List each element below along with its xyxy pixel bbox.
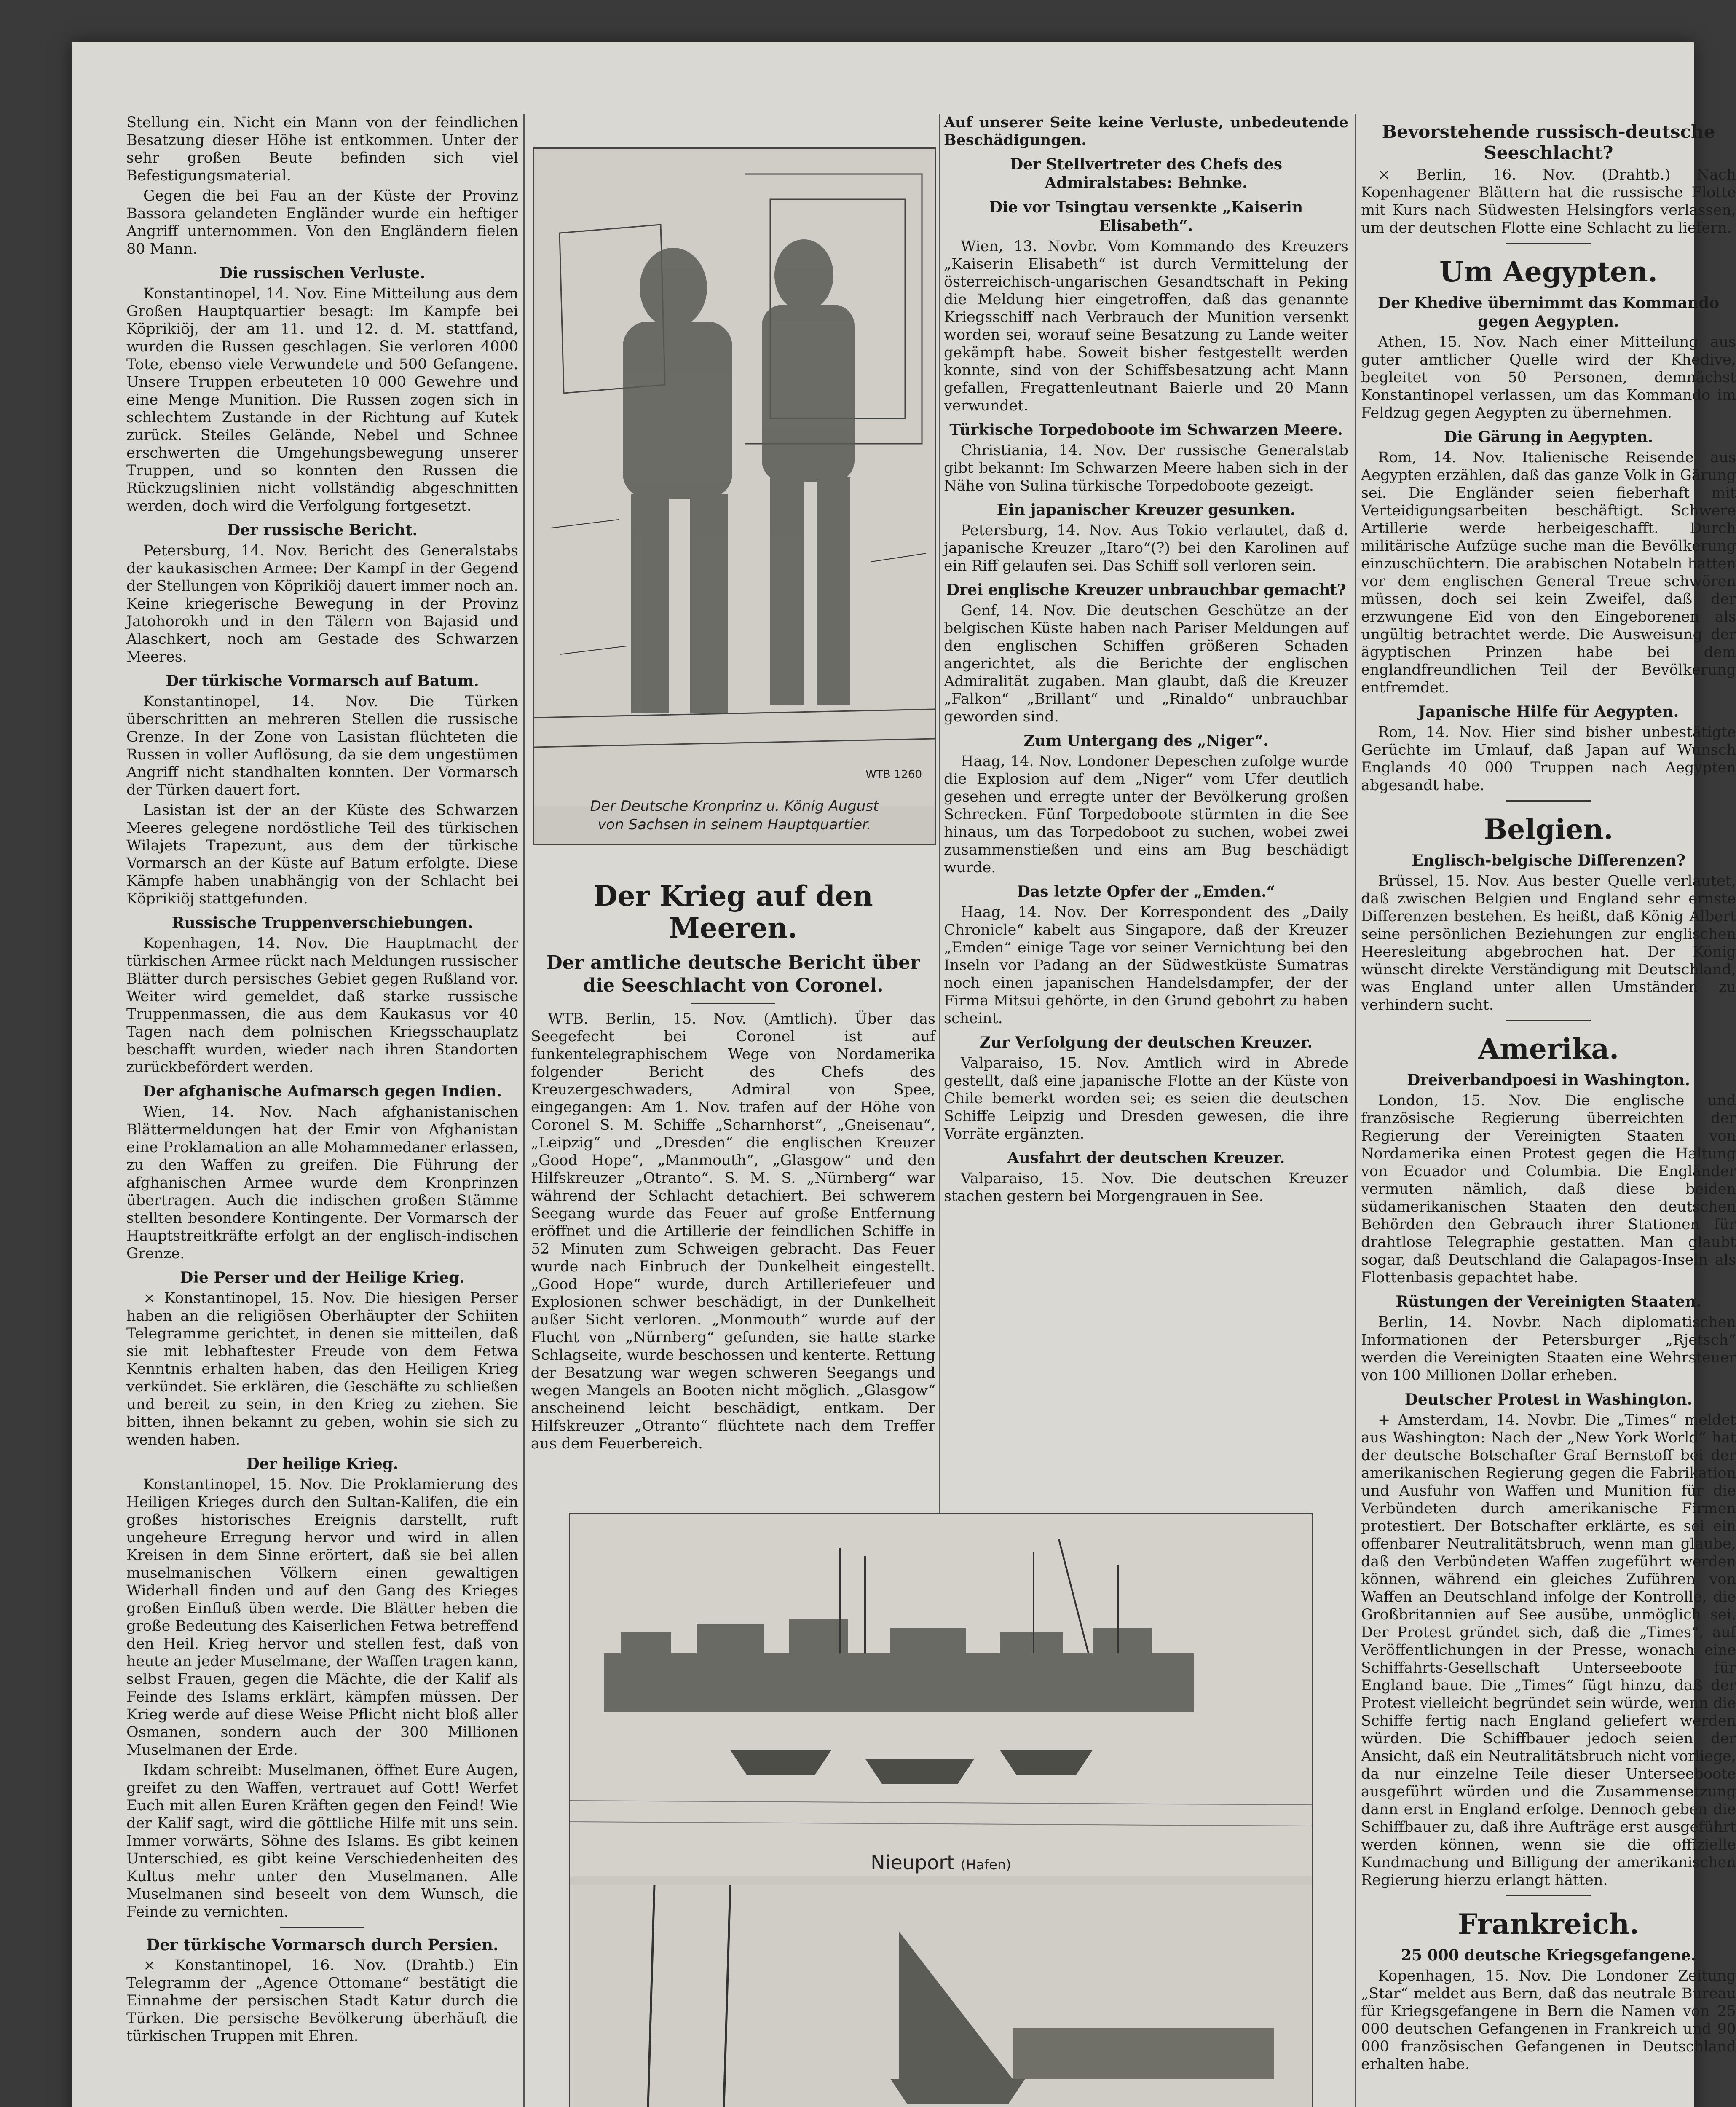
- section-heading: Drei englische Kreuzer unbrauchbar gemacht?: [946, 581, 1346, 599]
- column-2: [531, 868, 935, 1455]
- sub-heading: Englisch-belgische Differenzen?: [1412, 852, 1685, 869]
- article-paragraph: Brüssel, 15. Nov. Aus bester Quelle verlautet, daß zwischen Belgien und England sehr ernste Differenzen bestehen. Es heißt, daß König Albert seine persönlichen Beziehungen zur englischen Heeresleitung abgebrochen hat. Der König wünscht direkte Verständigung mit Deutschland, was England unter allen Umständen zu verhindern sucht.: [1361, 873, 1736, 1013]
- figure-signature: WTB 1260: [865, 768, 922, 781]
- sketch-harbour: [570, 1514, 1312, 1876]
- sketch-yserkanal: [570, 1885, 1312, 2107]
- article-paragraph: × Berlin, 16. Nov. (Drahtb.) Nach Kopenhagener Blättern hat die russische Flotte mit Kurs nach Südwesten Helsingfors verlassen, um der deutschen Flotte eine Schlacht zu liefern.: [1361, 166, 1736, 236]
- section-heading: Russische Truppenverschiebungen.: [171, 914, 473, 932]
- article-paragraph: Wien, 13. Novbr. Vom Kommando des Kreuzers „Kaiserin Elisabeth“ ist durch Vermittelung der österreichisch-ungarischen Gesandtschaft in Peking die Meldung hier eingetroffen, daß das genannte Kriegsschiff nach Verbrauch der Munition versenkt worden sei, worauf seine Besatzung zu Lande weiter gekämpft habe. Soweit bisher festgestellt werden konnte, sind von der Schiffsbesatzung acht Mann gefallen, Fregattenleutnant Baierle und 20 Mann verwundet.: [944, 238, 1348, 414]
- section-heading: Der afghanische Aufmarsch gegen Indien.: [143, 1083, 502, 1100]
- section-heading: Der heilige Krieg.: [246, 1455, 399, 1473]
- section-title: Der Krieg auf den Meeren.: [593, 879, 873, 944]
- section-heading: Das letzte Opfer der „Emden.“: [1017, 883, 1275, 901]
- article-paragraph: Genf, 14. Nov. Die deutschen Geschütze an der belgischen Küste haben nach Pariser Meldungen auf den englischen Schiffen größeren Schaden angerichtet, als die Berichte der englischen Admiralität zugaben. Man glaubt, daß die Kreuzer „Falkon“ „Brillant“ und „Rinaldo“ unbrauchbar geworden sind.: [944, 602, 1348, 725]
- article-paragraph: + Amsterdam, 14. Novbr. Die „Times“ meldet aus Washington: Nach der „New York World“ hat der deutsche Botschafter Graf Bernstoff bei der amerikanischen Regierung gegen die Fabrikation und Ausfuhr von Waffen und Munition für die Verbündeten durch amerikanische Firmen protestiert. Der Botschafter erklärte, es sei ein offenbarer Neutralitätsbruch, wenn man glaube, daß den Verbündeten Waffen zugeführt werden können, während ein gleiches Zuführen von Waffen an Deutschland infolge der Kontrolle, die Großbritannien auf See ausübe, unmöglich sei. Der Protest gründet sich, daß die „Times“, auf Veröffentlichungen in der Presse, wonach eine Schiffahrts-Gesellschaft Unterseeboote für England baue. Die „Times“ fügt hinzu, daß der Protest vielleicht begründet sein würde, wenn die Schiffe fertig nach England geliefert werden würden. Die Schiffbauer jedoch seien der Ansicht, daß ein Neutralitätsbruch nicht vorliege, da nur einzelne Teile dieser Unterseeboote ausgeführt würden und die Zusammensetzung dann erst in England erfolge. Dennoch geben die Schiffbauer zu, daß ihre Aufträge erst ausgeführt werden können, wenn sie die offizielle Kundmachung und Billigung der amerikanischen Regierung hierzu erlangt hätten.: [1361, 1412, 1736, 1889]
- divider: [1506, 1020, 1591, 1021]
- section-heading: Die Perser und der Heilige Krieg.: [180, 1269, 465, 1287]
- article-paragraph: Rom, 14. Nov. Italienische Reisende aus Aegypten erzählen, daß das ganze Volk in Gärung sei. Die Engländer seien fieberhaft mit Verteidigungsarbeiten beschäftigt. Schwere Artillerie werde herbeigeschafft. Durch militärische Aufzüge suche man die Bevölkerung einzuschüchtern. Die arabischen Notabeln hatten vor dem englischen General Treue schwören müssen, doch sei kein Zweifel, daß der erzwungene Eid von den Eingeborenen als ungültig betrachtet werde. Die Ausweisung der ägyptischen Prinzen habe bei dem englandfreundlichen Teil der Bevölkerung entfremdet.: [1361, 449, 1736, 696]
- illustration-kronprinz: [533, 147, 936, 845]
- article-paragraph: Ikdam schreibt: Muselmanen, öffnet Eure Augen, greifet zu den Waffen, vertrauet auf Gott! Werfet Euch mit allen Euren Kräften gegen den Feind! Wie der Kalif sagt, wird die göttliche Hilfe mit uns sein. Immer vorwärts, Söhne des Islams. Es gibt keinen Unterschied, es gibt keine Verschiedenheiten des Kultus mehr unter den Muselmanen. Alle Muselmanen sind beseelt von dem Wunsch, die Feinde zu vernichten.: [126, 1762, 518, 1920]
- section-heading: Zur Verfolgung der deutschen Kreuzer.: [979, 1034, 1313, 1051]
- article-paragraph: Gegen die bei Fau an der Küste der Provinz Bassora gelandeten Engländer wurde ein heftiger Angriff unternommen. Von den Engländern fielen 80 Mann.: [126, 188, 518, 257]
- article-paragraph: Berlin, 14. Novbr. Nach diplomatischen Informationen der Petersburger „Rjetsch“ werden die Vereinigten Staaten eine Wehrsteuer von 100 Millionen Dollar erheben.: [1361, 1314, 1736, 1384]
- article-paragraph: Stellung ein. Nicht ein Mann von der feindlichen Besatzung dieser Höhe ist entkommen. Unter der sehr großen Beute befinden sich viel Befestigungsmaterial.: [126, 114, 518, 184]
- column-rule: [1355, 114, 1356, 2107]
- sub-heading: Der Khedive übernimmt das Kommando gegen Aegypten.: [1377, 294, 1720, 330]
- article-paragraph: Petersburg, 14. Nov. Aus Tokio verlautet, daß d. japanische Kreuzer „Itaro“(?) bei den Karolinen auf ein Riff gelaufen sei. Das Schiff soll verloren sein.: [944, 522, 1348, 574]
- section-heading: Die vor Tsingtau versenkte „Kaiserin Elisabeth“.: [989, 198, 1303, 235]
- section-heading: Der türkische Vormarsch auf Batum.: [166, 672, 479, 690]
- sub-heading: Dreiverbandpoesi in Washington.: [1407, 1071, 1690, 1089]
- article-paragraph: Konstantinopel, 15. Nov. Die Proklamierung des Heiligen Krieges durch den Sultan-Kalifen, die ein großes historisches Ereignis darstellt, ruft ungeheure Erregung hervor und wird in allen Kreisen in dem Sinne erörtert, daß sie bei allen muselmanischen Völkern einen gewaltigen Widerhall finden und auf den Gang des Krieges großen Einfluß üben werde. Die Blätter heben die große Bedeutung des Kaiserlichen Fetwa betreffend den Heil. Krieg hervor und stellen fest, daß von heute an jeder Muselmane, der Waffen tragen kann, selbst Frauen, gegen die Mächte, die der Kalif als Feinde des Islams erklärt, kämpfen müssen. Der Krieg werde auf diese Weise Pflicht nicht bloß aller Osmanen, sondern auch der 300 Millionen Muselmanen der Erde.: [126, 1476, 518, 1759]
- article-paragraph: Wien, 14. Nov. Nach afghanistanischen Blättermeldungen hat der Emir von Afghanistan eine Proklamation an alle Mohammedaner erlassen, zu den Waffen zu greifen. Die Führung der afghanischen Armee wurde dem Kronprinzen übertragen. Auch die indischen großen Stämme stellten besondere Kontingente. Der Vormarsch der Hauptstreitkräfte erfolgt an der englisch-indischen Grenze.: [126, 1104, 518, 1262]
- article-paragraph: WTB. Berlin, 15. Nov. (Amtlich). Über das Seegefecht bei Coronel ist auf funkentelegraphischem Wege von Nordamerika folgender Bericht des Chefs des Kreuzergeschwaders, Admiral von Spee, eingegangen: Am 1. Nov. trafen auf der Höhe von Coronel S. M. Schiffe „Scharnhorst“, „Gneisenau“, „Leipzig“ und „Dresden“ die englischen Kreuzer „Good Hope“, „Manmouth“, „Glasgow“ und den Hilfskreuzer „Otranto“. S. M. S. „Nürnberg“ war während der Schlacht detachiert. Bei schwerem Seegang wurde das Feuer auf große Entfernung eröffnet und die Artillerie der feindlichen Schiffe in 52 Minuten zum Schweigen gebracht. Das Feuer wurde nach Einbruch der Dunkelheit eingestellt. „Good Hope“ wurde, durch Artilleriefeuer und Explosionen schwer beschädigt, in der Dunkelheit außer Sicht verloren. „Monmouth“ wurde auf der Flucht von „Nürnberg“ gefunden, sie hatte starke Schlagseite, wurde beschossen und kenterte. Rettung der Besatzung war wegen schweren Seegangs und wegen Mangels an Booten nicht möglich. „Glasgow“ anscheinend leicht beschädigt, entkam. Der Hilfskreuzer „Otranto“ flüchtete nach dem Treffer aus dem Feuerbereich.: [531, 1011, 935, 1452]
- section-heading: Die russischen Verluste.: [219, 264, 426, 282]
- article-paragraph: Kopenhagen, 14. Nov. Die Hauptmacht der türkischen Armee rückt nach Meldungen russischer Blätter durch persisches Gebiet gegen Rußland vor. Weiter wird gemeldet, daß starke russische Truppenmassen, die aus dem Kaukasus vor 40 Tagen nach dem polnischen Kriegsschauplatz beschafft wurden, wieder nach ihren Standorten zurückbefördert werden.: [126, 935, 518, 1076]
- signature-line: Der Stellvertreter des Chefs des Admiralstabes: Behnke.: [1010, 155, 1283, 192]
- column-rule: [523, 114, 525, 2107]
- divider: [1506, 1895, 1591, 1896]
- section-heading: Japanische Hilfe für Aegypten.: [1418, 703, 1679, 721]
- article-paragraph: Valparaiso, 15. Nov. Die deutschen Kreuzer stachen gestern bei Morgengrauen in See.: [944, 1170, 1348, 1205]
- section-heading: Die Gärung in Aegypten.: [1444, 428, 1653, 446]
- article-paragraph: Valparaiso, 15. Nov. Amtlich wird in Abrede gestellt, daß eine japanische Flotte an der Küste von Chile bemerkt worden sei; es seien die deutschen Schiffe Leipzig und Dresden gewesen, die ihre Vorräte ergänzten.: [944, 1055, 1348, 1142]
- divider: [1506, 243, 1591, 244]
- column-3: [944, 114, 1348, 1208]
- newspaper-page: [72, 42, 1736, 2107]
- section-heading: Deutscher Protest in Washington.: [1404, 1391, 1693, 1408]
- column-4: [1361, 114, 1736, 2107]
- sub-heading: Der amtliche deutsche Bericht über die Seeschlacht von Coronel.: [546, 952, 920, 996]
- article-paragraph: × Konstantinopel, 16. Nov. (Drahtb.) Ein Telegramm der „Agence Ottomane“ bestätigt die Einnahme der persischen Stadt Katur durch die Türken. Die persische Bevölkerung überhäuft die türkischen Truppen mit Ehren.: [126, 1957, 518, 2045]
- article-paragraph: Konstantinopel, 14. Nov. Eine Mitteilung aus dem Großen Hauptquartier besagt: Im Kampfe bei Köprikiöj, der am 11. und 12. d. M. stattfand, wurden die Russen geschlagen. Sie verloren 4000 Tote, ebenso viele Verwundete und 500 Gefangene. Unsere Truppen erbeuteten 10 000 Gewehre und eine Menge Munition. Die Russen zogen sich in schlechtem Zustande in der Richtung auf Kutek zurück. Steiles Gelände, Nebel und Schnee erschwerten die Umgehungsbewegung unserer Truppen, und so konnten den Russen die Rückzugslinien nicht vollständig abgeschnitten werden, doch wird die Verfolgung fortgesetzt.: [126, 285, 518, 515]
- section-title: Amerika.: [1478, 1032, 1619, 1065]
- article-paragraph: Athen, 15. Nov. Nach einer Mitteilung aus guter amtlicher Quelle wird der Khedive, begleitet von 50 Personen, demnächst Konstantinopel verlassen, um das Kommando im Feldzug gegen Aegypten zu übernehmen.: [1361, 334, 1736, 421]
- article-paragraph: Christiania, 14. Nov. Der russische Generalstab gibt bekannt: Im Schwarzen Meere haben sich in der Nähe von Sulina türkische Torpedoboote gezeigt.: [944, 442, 1348, 494]
- figure-caption: Der Deutsche Kronprinz u. König August: [590, 798, 879, 815]
- column-1: [126, 114, 518, 2107]
- section-heading: Ein japanischer Kreuzer gesunken.: [997, 501, 1296, 519]
- section-title: Belgien.: [1484, 813, 1613, 846]
- article-paragraph: Haag, 14. Nov. Der Korrespondent des „Daily Chronicle“ kabelt aus Singapore, daß der Kreuzer „Emden“ einige Tage vor seiner Vernichtung bei den Inseln vor Padang an der Südwestküste Sumatras noch einen japanischen Handelsdampfer, der der Firma Mitsui gehörte, in den Grund gebohrt zu haben scheint.: [944, 904, 1348, 1027]
- article-paragraph: London, 15. Nov. Die englische und französische Regierung überreichten der Regierung der Vereinigten Staaten von Nordamerika einen Protest gegen die Haltung von Ecuador und Columbia. Die Engländer vermuten nämlich, daß diese beiden südamerikanischen Staaten den deutschen Behörden den Gebrauch ihrer Stationen für drahtlose Telegraphie gestatten. Man glaubt sogar, daß Deutschland die Galapagos-Inseln als Flottenbasis gepachtet habe.: [1361, 1092, 1736, 1286]
- section-heading: Rüstungen der Vereinigten Staaten.: [1396, 1293, 1701, 1311]
- sub-heading: 25 000 deutsche Kriegsgefangene.: [1401, 1946, 1696, 1964]
- figure-caption: von Sachsen in seinem Hauptquartier.: [597, 816, 871, 833]
- figure-caption: [570, 1851, 1312, 1874]
- caption-sub: (Hafen): [960, 1857, 1011, 1873]
- section-title: Frankreich.: [1458, 1908, 1639, 1941]
- section-heading: Zum Untergang des „Niger“.: [1023, 732, 1269, 750]
- article-paragraph: Haag, 14. Nov. Londoner Depeschen zufolge wurde die Explosion auf dem „Niger“ vom Ufer deutlich gesehen und erregte unter der Bevölkerung großen Schrecken. Fünf Torpedoboote stürmten in die See hinaus, um das Torpedoboot zu suchen, wobei zwei zusammenstießen und eins am Bug beschädigt wurde.: [944, 753, 1348, 876]
- divider: [691, 1003, 775, 1004]
- article-paragraph: × Konstantinopel, 15. Nov. Die hiesigen Perser haben an die religiösen Oberhäupter der Schiiten Telegramme gerichtet, in denen sie mitteilen, daß sie mit lebhaftester Freude von dem Fetwa Kenntnis erhalten haben, das den Heiligen Krieg verkündet. Sie erklären, die Geschäfte zu schließen und bereit zu sein, in den Krieg zu ziehen. Sie bitten, ihnen bekannt zu geben, wohin sie sich zu wenden haben.: [126, 1290, 518, 1448]
- article-paragraph: Petersburg, 14. Nov. Bericht des Generalstabs der kaukasischen Armee: Der Kampf in der Gegend der Stellungen von Köprikiöj dauert immer noch an. Keine kriegerische Bewegung in der Provinz Jatohorokh und in den Tälern von Bajasid und Alaschkert, noch am Gestade des Schwarzen Meeres.: [126, 542, 518, 665]
- article-paragraph: Rom, 14. Nov. Hier sind bisher unbestätigte Gerüchte im Umlauf, daß Japan auf Wunsch Englands 40 000 Truppen nach Aegypten abgesandt habe.: [1361, 724, 1736, 794]
- article-paragraph: Auf unserer Seite keine Verluste, unbedeutende Beschädigungen.: [944, 114, 1348, 149]
- article-paragraph: Lasistan ist der an der Küste des Schwarzen Meeres gelegene nordöstliche Teil des türkischen Wilajets Trapezunt, aus dem der türkische Vormarsch an der Küste auf Batum erfolgte. Diese Kämpfe haben unabhängig von der Schlacht bei Köprikiöj stattgefunden.: [126, 802, 518, 907]
- section-heading: Ausfahrt der deutschen Kreuzer.: [1007, 1149, 1285, 1167]
- divider: [1506, 800, 1591, 802]
- divider: [280, 1927, 364, 1928]
- section-heading: Bevorstehende russisch-deutsche Seeschlacht?: [1382, 121, 1715, 163]
- illustration-nieuport: [569, 1513, 1313, 2107]
- section-title: Um Aegypten.: [1439, 255, 1658, 288]
- section-heading: Der russische Bericht.: [227, 521, 418, 539]
- section-heading: Türkische Torpedoboote im Schwarzen Meere.: [949, 421, 1343, 439]
- article-paragraph: Kopenhagen, 15. Nov. Die Londoner Zeitung „Star“ meldet aus Bern, daß das neutrale Bureau für Kriegsgefangene in Bern die Namen von 25 000 deutschen Gefangenen in Frankreich und 90 000 französischen Gefangenen in Deutschland erhalten habe.: [1361, 1968, 1736, 2073]
- sketch-two-officers: [534, 149, 935, 806]
- section-heading: Der türkische Vormarsch durch Persien.: [146, 1935, 498, 1954]
- caption-main: Nieuport: [871, 1851, 955, 1874]
- article-paragraph: Konstantinopel, 14. Nov. Die Türken überschritten an mehreren Stellen die russische Grenze. In der Zone von Lasistan flüchteten die Russen in voller Auflösung, da sie dem ungestümen Angriff nicht standhalten konnten. Der Vormarsch der Türken dauert fort.: [126, 693, 518, 799]
